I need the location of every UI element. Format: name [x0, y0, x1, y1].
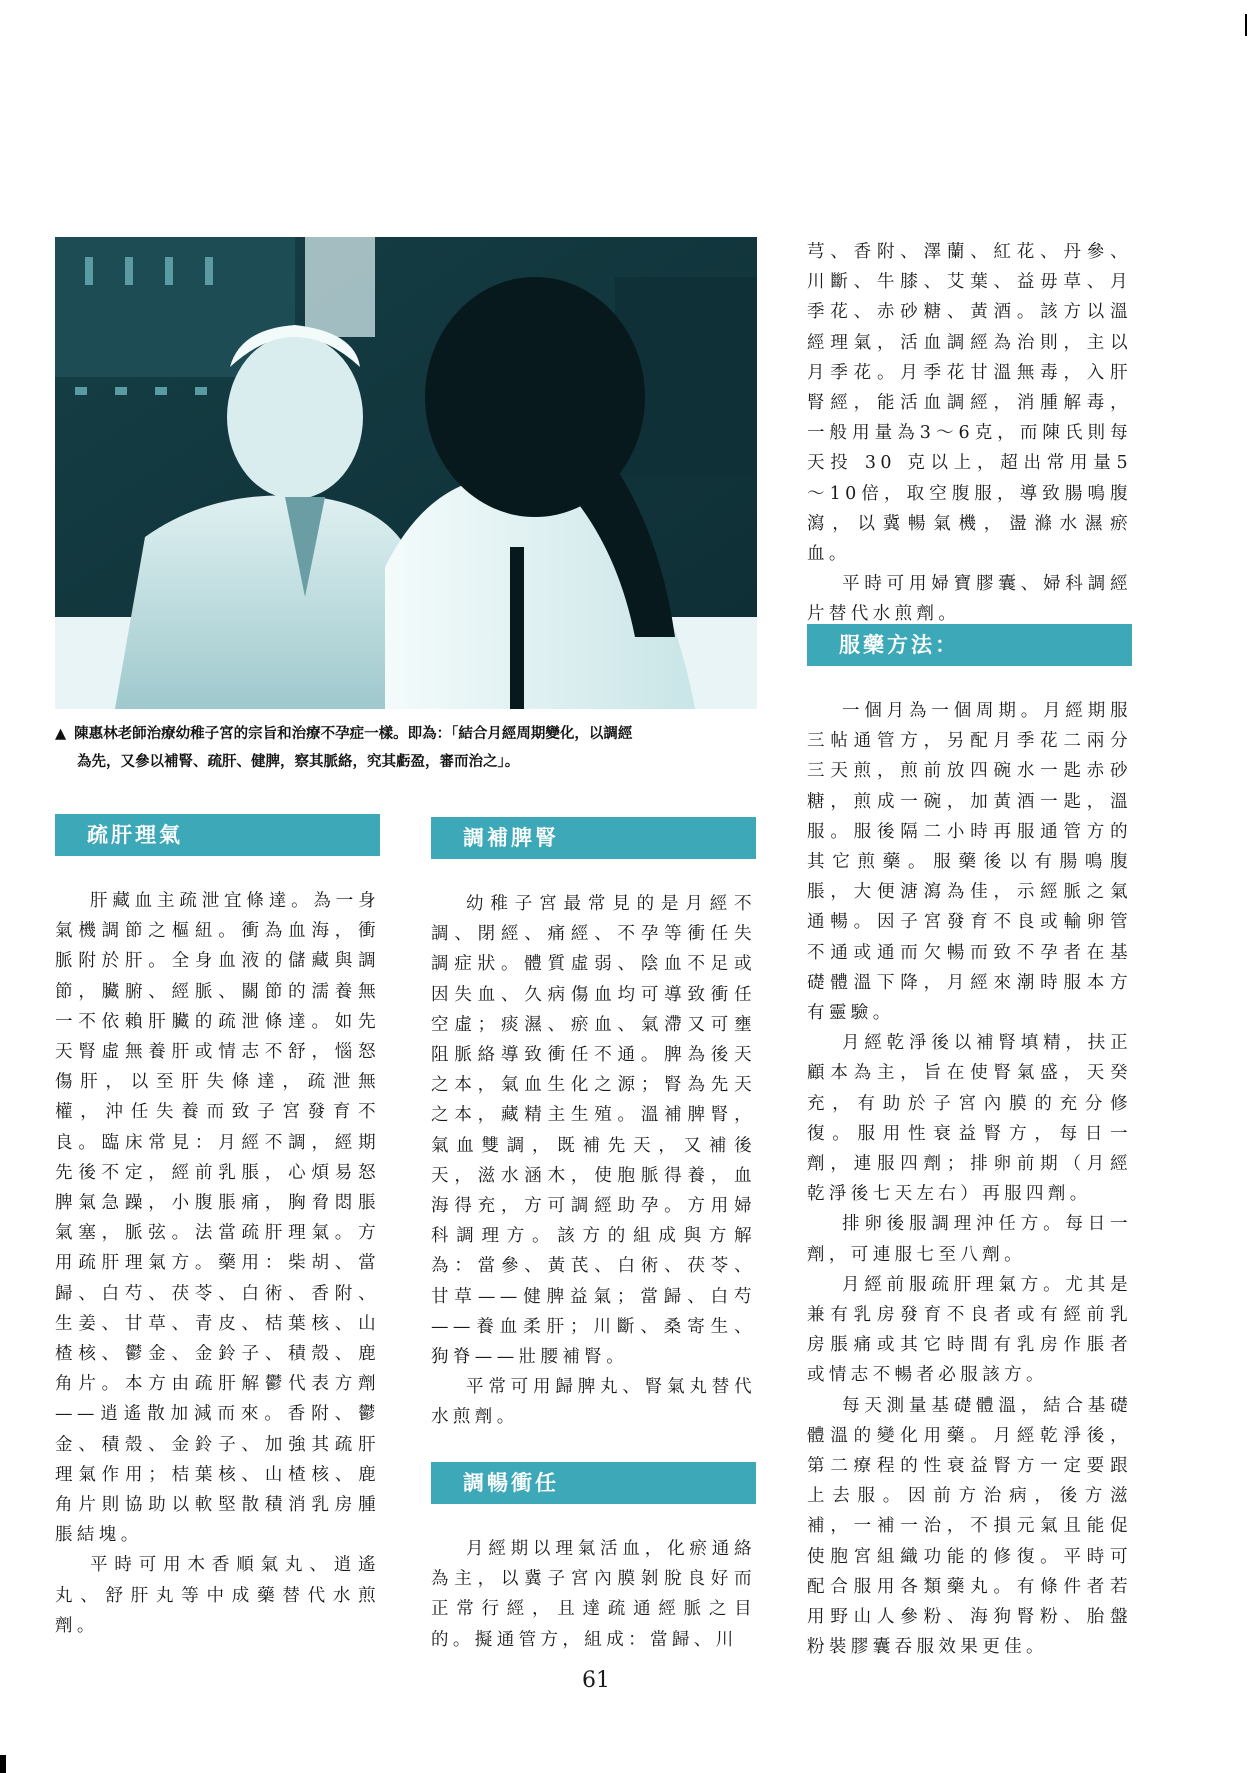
- scan-corner-mark: [1245, 14, 1247, 36]
- caption-triangle-icon: ▲: [55, 726, 67, 742]
- section-chong-continued-paragraph-1: 芎、香附、澤蘭、紅花、丹參、川斷、牛膝、艾葉、益毋草、月季花、赤砂糖、黃酒。該方以溫經理氣，活血調經為治則，主以月季花。月季花甘溫無毒，入肝腎經，能活血調經，消腫解毒，一般用量為3～6克，而陳氏則每天投 30 克以上，超出常用量5～10倍，取空腹服，導致腸鳴腹瀉，以冀暢氣機，盪滌水濕瘀血。: [807, 242, 1132, 565]
- section-dosage-paragraph-3: 排卵後服調理沖任方。每日一劑，可連服七至八劑。: [807, 1214, 1132, 1265]
- section-liver-paragraph-1: 肝藏血主疏泄宜條達。為一身氣機調節之樞紐。衝為血海，衝脈附於肝。全身血液的儲藏與調節，臟腑、經脈、關節的濡養無一不依賴肝臟的疏泄條達。如先天腎虛無養肝或情志不舒，惱怒傷肝，以至肝失條達，疏泄無權，沖任失養而致子宮發育不良。臨床常見：月經不調，經期先後不定，經前乳脹，心煩易怒脾氣急躁，小腹脹痛，胸脅悶脹氣塞，脈弦。法當疏肝理氣。方用疏肝理氣方。藥用：柴胡、當歸、白芍、茯苓、白術、香附、生姜、甘草、青皮、桔葉核、山楂核、鬱金、金鈴子、積殼、鹿角片。本方由疏肝解鬱代表方劑——逍遙散加減而來。香附、鬱金、積殼、金鈴子、加強其疏肝理氣作用；桔葉核、山楂核、鹿角片則協助以軟堅散積消乳房腫脹結塊。: [55, 891, 380, 1546]
- caption-line-1: 陳惠林老師治療幼稚子宮的宗旨和治療不孕症一樣。即為：「結合月經周期變化，以調經: [74, 726, 633, 742]
- section-chong-continued: [807, 237, 1132, 630]
- section-dosage-title: 服藥方法：: [807, 624, 1132, 666]
- section-chong: [431, 1462, 756, 1655]
- section-liver: [55, 814, 380, 1641]
- clinic-photo-illustration: [55, 237, 757, 709]
- page-number: 61: [582, 1668, 610, 1693]
- section-chong-paragraph-1: 月經期以理氣活血，化瘀通絡為主，以冀子宮內膜剝脫良好而正常行經，且達疏通經脈之目的。擬通管方，組成：當歸、川: [431, 1539, 756, 1650]
- section-liver-title: 疏肝理氣: [55, 814, 380, 856]
- section-dosage-paragraph-4: 月經前服疏肝理氣方。尤其是兼有乳房發育不良者或有經前乳房脹痛或其它時間有乳房作脹者或情志不暢者必服該方。: [807, 1274, 1132, 1386]
- section-spleen-title: 調補脾腎: [431, 817, 756, 859]
- section-dosage-paragraph-5: 每天測量基礎體溫，結合基礎體溫的變化用藥。月經乾淨後，第二療程的性衰益腎方一定要跟上去服。因前方治病，後方滋補，一補一治，不損元氣且能促使胞宮組織功能的修復。平時可配合服用各類藥丸。有條件者若用野山人參粉、海狗腎粉、胎盤粉裝膠囊吞服效果更佳。: [807, 1395, 1132, 1658]
- section-spleen-paragraph-2: 平常可用歸脾丸、腎氣丸替代水煎劑。: [431, 1377, 756, 1428]
- photo-caption: [55, 720, 765, 776]
- section-dosage: [807, 624, 1132, 1663]
- section-chong-continued-paragraph-2: 平時可用婦寶膠囊、婦科調經片替代水煎劑。: [807, 574, 1132, 625]
- section-dosage-paragraph-2: 月經乾淨後以補腎填精，扶正顧本為主，旨在使腎氣盛，天癸充，有助於子宮內膜的充分修復。服用性衰益腎方，每日一劑，連服四劑；排卵前期（月經乾淨後七天左右）再服四劑。: [807, 1033, 1132, 1205]
- section-chong-title: 調暢衝任: [431, 1462, 756, 1504]
- section-liver-paragraph-2: 平時可用木香順氣丸、逍遙丸、舒肝丸等中成藥替代水煎劑。: [55, 1555, 380, 1636]
- scan-edge-mark: [0, 1755, 6, 1773]
- section-spleen-paragraph-1: 幼稚子宮最常見的是月經不調、閉經、痛經、不孕等衝任失調症狀。體質虛弱、陰血不足或因失血、久病傷血均可導致衝任空虛；痰濕、瘀血、氣滯又可壅阻脈絡導致衝任不通。脾為後天之本，氣血生化之源；腎為先天之本，藏精主生殖。溫補脾腎，氣血雙調，既補先天，又補後天，滋水涵木，使胞脈得養，血海得充，方可調經助孕。方用婦科調理方。該方的組成與方解為：當參、黃芪、白術、茯苓、甘草——健脾益氣；當歸、白芍——養血柔肝；川斷、桑寄生、狗脊——壯腰補腎。: [431, 894, 756, 1368]
- section-spleen: [431, 817, 756, 1433]
- caption-line-2: 為先，又參以補腎、疏肝、健脾，察其脈絡，究其虧盈，審而治之」。: [77, 754, 520, 770]
- section-dosage-paragraph-1: 一個月為一個周期。月經期服三帖通管方，另配月季花二兩分三天煎，煎前放四碗水一匙赤砂糖，煎成一碗，加黃酒一匙，溫服。服後隔二小時再服通管方的其它煎藥。服藥後以有腸鳴腹脹，大便溏瀉為佳，示經脈之氣通暢。因子宮發育不良或輸卵管不通或通而欠暢而致不孕者在基礎體溫下降，月經來潮時服本方有靈驗。: [807, 701, 1132, 1024]
- clinic-photo: [55, 237, 757, 709]
